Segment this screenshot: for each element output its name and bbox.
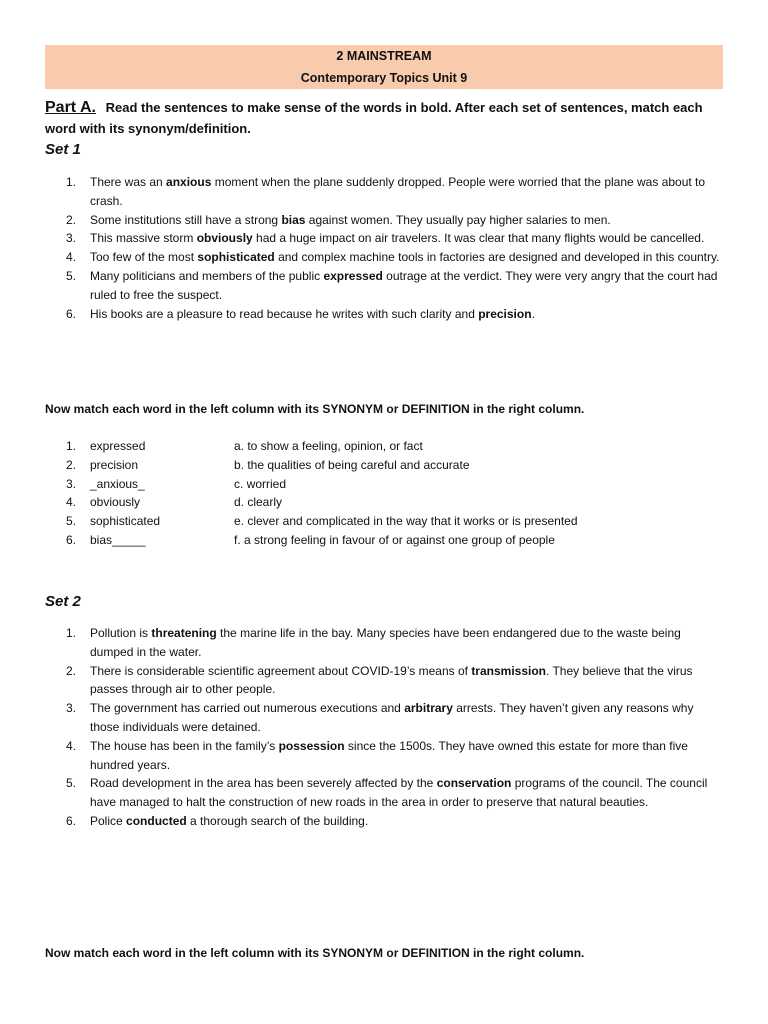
- list-item: [66, 624, 726, 662]
- match-row: [66, 512, 726, 531]
- match-word: sophisticated: [90, 514, 161, 529]
- match-definition: b. the qualities of being careful and accurate: [234, 457, 470, 472]
- bold-word: threatening: [151, 626, 217, 640]
- set-1-matching-list: [66, 437, 726, 550]
- item-number: 5.: [66, 268, 77, 283]
- list-item: [66, 774, 726, 812]
- sentence-text: The government has carried out numerous executions and: [90, 701, 405, 716]
- set-1-heading: Set 1: [45, 141, 81, 158]
- match-definition: e. clever and complicated in the way that it works or is presented: [234, 514, 578, 529]
- set-1-sentence-list: [66, 173, 726, 323]
- match-definition: c. worried: [234, 476, 287, 491]
- sentence-text: Road development in the area has been severely affected by the: [90, 776, 437, 791]
- match-definition: a. to show a feeling, opinion, or fact: [234, 439, 423, 453]
- item-number: 4.: [66, 495, 77, 510]
- list-item: [66, 229, 726, 248]
- bold-word: obviously: [196, 231, 253, 246]
- sentence-text: Some institutions still have a strong: [90, 212, 282, 227]
- sentence-text: moment when the plane suddenly dropped. People were worried that the plane was about to crash.: [90, 175, 706, 208]
- match-row: [66, 493, 726, 512]
- bold-word: possession: [278, 738, 345, 753]
- item-number: 5.: [66, 776, 77, 791]
- item-number: 1.: [66, 175, 77, 189]
- item-number: 6.: [66, 532, 77, 547]
- bold-word: conservation: [436, 776, 512, 791]
- list-item: [66, 248, 726, 267]
- item-number: 1.: [66, 439, 77, 453]
- sentence-text: arrests. They haven’t given any reasons why those individuals were detained.: [90, 701, 694, 734]
- document-subtitle: Contemporary Topics Unit 9: [300, 71, 468, 85]
- sentence-text: . They believe that the virus passes through air to other people.: [90, 663, 693, 697]
- item-number: 2.: [66, 663, 77, 678]
- sentence-text: had a huge impact on air travelers. It was clear that many flights would be cancelled.: [252, 231, 705, 246]
- item-number: 3.: [66, 701, 77, 716]
- list-item: [66, 173, 726, 211]
- item-number: 1.: [66, 626, 77, 640]
- list-item: [66, 737, 726, 775]
- list-item: [66, 211, 726, 230]
- item-number: 3.: [66, 476, 77, 491]
- match-definition: d. clearly: [234, 495, 283, 510]
- list-item: [66, 699, 726, 737]
- match-definition: f. a strong feeling in favour of or against one group of people: [234, 532, 555, 547]
- part-label: Part A.: [45, 99, 96, 116]
- list-item: [66, 662, 726, 700]
- match-row: [66, 456, 726, 475]
- sentence-text: His books are a pleasure to read because he writes with such clarity and: [90, 306, 479, 321]
- item-number: 6.: [66, 306, 77, 321]
- bold-word: expressed: [323, 268, 383, 283]
- item-number: 2.: [66, 457, 77, 472]
- sentence-text: programs of the council. The council have managed to halt the construction of new roads in the area in order to preserve that natural beauties.: [90, 776, 708, 810]
- match-word: _anxious_: [90, 476, 145, 491]
- set-1-match-instruction: Now match each word in the left column with its SYNONYM or DEFINITION in the right column.: [45, 402, 585, 416]
- set-2-sentence-list: [66, 624, 726, 831]
- document-title: 2 MAINSTREAM: [336, 49, 432, 63]
- bold-word: precision: [478, 306, 532, 321]
- intro-text: Read the sentences to make sense of the words in bold. After each set of sentences, match each word with its synonym/definition.: [45, 100, 703, 136]
- sentence-text: Police: [90, 813, 127, 828]
- sentence-text: There was an: [90, 175, 167, 189]
- match-word: expressed: [90, 439, 146, 453]
- item-number: 5.: [66, 514, 77, 529]
- item-number: 3.: [66, 231, 77, 246]
- title-banner: [45, 45, 723, 89]
- sentence-text: Many politicians and members of the public: [90, 268, 324, 283]
- match-row: [66, 531, 726, 550]
- list-item: [66, 267, 726, 305]
- match-row: [66, 475, 726, 494]
- sentence-text: Too few of the most: [90, 250, 198, 265]
- bold-word: bias: [281, 212, 306, 227]
- part-a-intro: [45, 97, 725, 139]
- set-2-match-instruction: Now match each word in the left column with its SYNONYM or DEFINITION in the right column.: [45, 946, 585, 960]
- item-number: 4.: [66, 738, 77, 753]
- list-item: [66, 305, 726, 324]
- bold-word: anxious: [166, 175, 212, 189]
- sentence-text: and complex machine tools in factories are designed and developed in this country.: [274, 250, 720, 265]
- bold-word: sophisticated: [197, 250, 275, 265]
- sentence-text: a thorough search of the building.: [186, 813, 369, 828]
- sentence-text: .: [531, 306, 535, 321]
- bold-word: arbitrary: [404, 701, 453, 716]
- bold-word: conducted: [126, 813, 187, 828]
- sentence-text: against women. They usually pay higher salaries to men.: [305, 212, 611, 227]
- set-2-heading: Set 2: [45, 593, 81, 610]
- sentence-text: since the 1500s. They have owned this estate for more than five hundred years.: [90, 738, 688, 772]
- item-number: 4.: [66, 250, 77, 265]
- sentence-text: outrage at the verdict. They were very angry that the court had ruled to free the suspect.: [90, 268, 718, 302]
- list-item: [66, 812, 726, 831]
- sentence-text: This massive storm: [90, 231, 197, 246]
- sentence-text: There is considerable scientific agreement about COVID-19’s means of: [90, 663, 472, 678]
- item-number: 6.: [66, 813, 77, 828]
- match-word: precision: [90, 457, 139, 472]
- match-word: obviously: [90, 495, 141, 510]
- sentence-text: Pollution is: [90, 626, 152, 640]
- item-number: 2.: [66, 212, 77, 227]
- bold-word: transmission: [471, 663, 547, 678]
- sentence-text: the marine life in the bay. Many species have been endangered due to the waste being dumped in the water.: [90, 626, 681, 659]
- match-word: bias_____: [90, 532, 146, 547]
- match-row: [66, 437, 726, 456]
- sentence-text: The house has been in the family’s: [90, 738, 279, 753]
